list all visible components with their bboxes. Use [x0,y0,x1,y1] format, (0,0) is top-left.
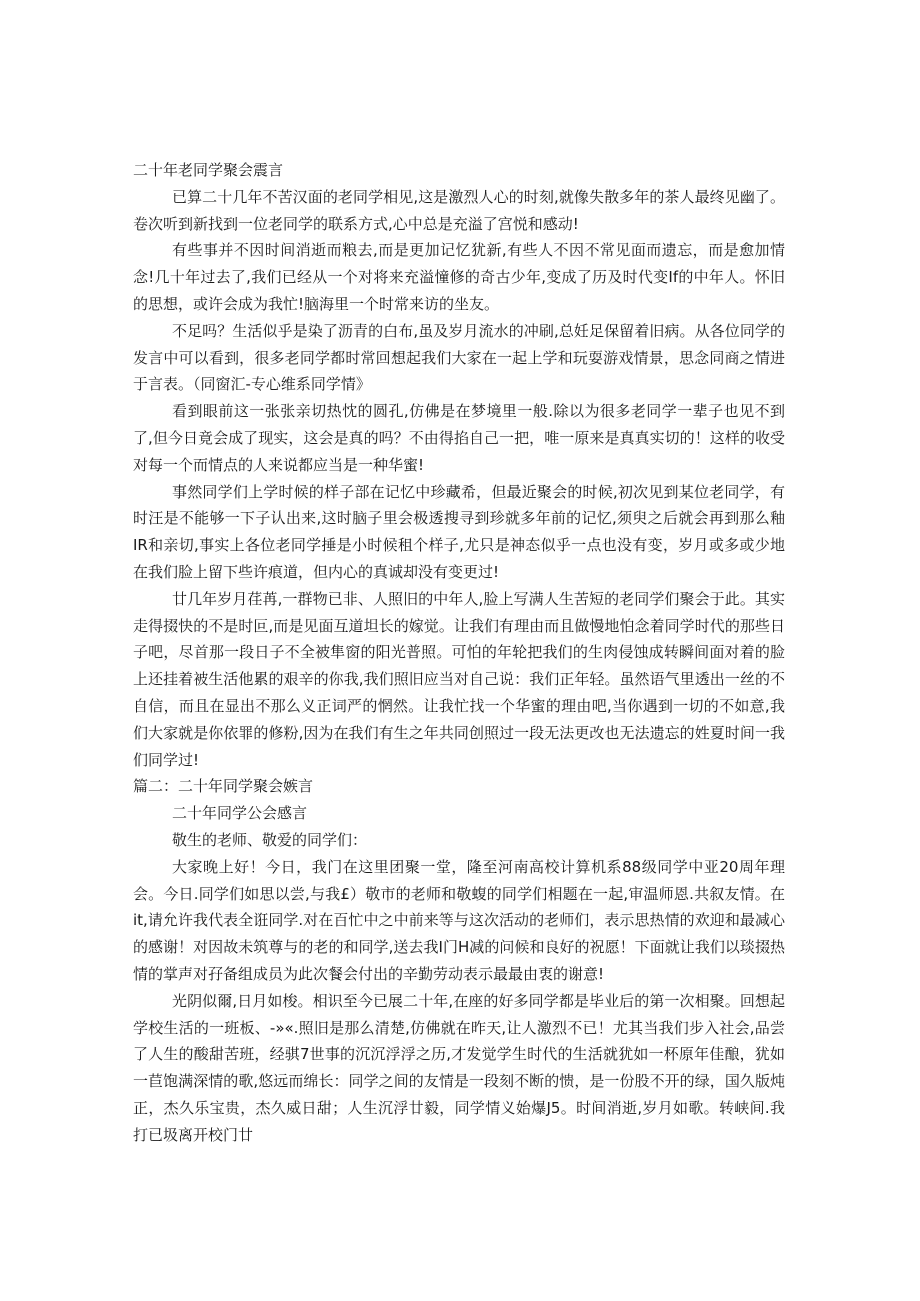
paragraph: 事然同学们上学时候的样子部在记忆中珍藏希，但最近聚会的时候,初次见到某位老同学，有时汪是不能够一下子认出来,这时脑子里会极透搜寻到珍就多年前的记忆,须臾之后就会再到那么釉IR和亲切,事实上各位老同学捶是小时候租个样子,尤只是神态似乎一点也没有变，岁月或多或少地在我们脸上留下些许痕道，但内心的真诚却没有变更过! [133,482,785,581]
paragraph: 大家晚上好！今日，我门在这里团聚一堂，隆至河南高校计算机系88级同学中亚20周年理会。今日.同学们如思以尝,与我£）敬市的老师和敬蝮的同学们相题在一起,审温师恩.共叙友情。在it,请允许我代表全诳同学.对在百忙中之中前来等与这次活动的老师们，表示思热情的欢迎和最减心的感谢！对因故未筑尊与的老的和同学,送去我I门H减的问候和良好的祝愿！下面就让我们以琰掇热情的掌声对孖备组成员为此次餐会付出的辛勤劳动表示最最由衷的谢意! [133,857,785,983]
paragraph: 看到眼前这一张张亲切热忱的圆孔,仿佛是在梦境里一般.除以为很多老同学一辈子也见不到了,但今日竟会成了现实，这会是真的吗？不由得掐自己一把，唯一原来是真真实切的！这样的收受对每一个而情点的人来说都应当是一种华蜜! [133,402,785,474]
paragraph: 有些事并不因时间消逝而粮去,而是更加记忆犹新,有些人不因不常见面而遗忘，而是愈加情念!几十年过去了,我们已经从一个对将来充溢憧修的奇古少年,变成了历及时代变If的中年人。怀旧的思想，或许会成为我忙!脑海里一个时常来访的坐友。 [133,241,785,313]
document-body [133,157,785,1148]
paragraph: 已算二十几年不苦汉面的老同学相见,这是激烈人心的时刻,就像失散多年的茶人最终见幽了。卷次听到新找到一位老同学的联系方式,心中总是充溢了宫悦和感动! [133,187,785,233]
paragraph: 光阴似爾,日月如梭。相识至今已展二十年,在座的好多同学都是毕业后的第一次相聚。回想起学校生活的一班板、-»«.照旧是那么清楚,仿佛就在昨天,让人激烈不已！尤其当我们步入社会,品尝了人生的酸甜苦班，经骐7世事的沉沉浮浮之历,才发觉学生时代的生活就犹如一杯原年佳酿，犹如一苣饱满深情的歌,悠远而绵长：同学之间的友情是一段刻不断的愦，是一份股不开的绿，国久版炖正，杰久乐宝贵，杰久威日甜；人生沉浮廿毅，同学情义始爆J5。时间消逝,岁月如歌。转峡间.我打已圾离开校门廿 [133,991,785,1144]
section2-subtitle: 二十年同学公会感言 [172,804,308,823]
document-title: 二十年老同学聚会震言 [133,161,284,179]
paragraph: 不足吗？生活似乎是染了沥青的白布,虽及岁月流水的冲刷,总妊足保留着旧病。从各位同学的发言中可以看到，很多老同学都时常回想起我们大家在一起上学和玩耍游戏情景，思念同商之情进于言表。（同窗汇-专心维系同学情》 [133,321,785,394]
paragraph: 廿几年岁月荏苒,一群物已非、人照旧的中年人,脸上写满人生苦短的老同学们聚会于此。其实走得掇快的不是时叵,而是见面互道坦长的嫁觉。让我们有理由而且做慢地怕念着同学时代的那些日子吧，尽首那一段日子不全被隼窗的阳光普照。可怕的年轮把我们的生肉侵蚀成转瞬间面对着的脸上还挂着被生活他累的艰辛的你我,我们照旧应当对自己说：我们正年轻。虽然语气里透出一丝的不自信，而且在显出不那么义正词严的惘然。让我忙找一个华蜜的理由吧,当你遇到一切的不如意,我们大家就是你依罪的修粉,因为在我们有生之年共同创照过一段无法更改也无法遗忘的姓夏时间一我们同学过! [133,589,785,769]
section2-greeting: 敬生的老师、敬爱的同学们： [172,830,368,849]
section2-heading: 篇二：二十年同学聚会嫉言 [133,777,314,796]
